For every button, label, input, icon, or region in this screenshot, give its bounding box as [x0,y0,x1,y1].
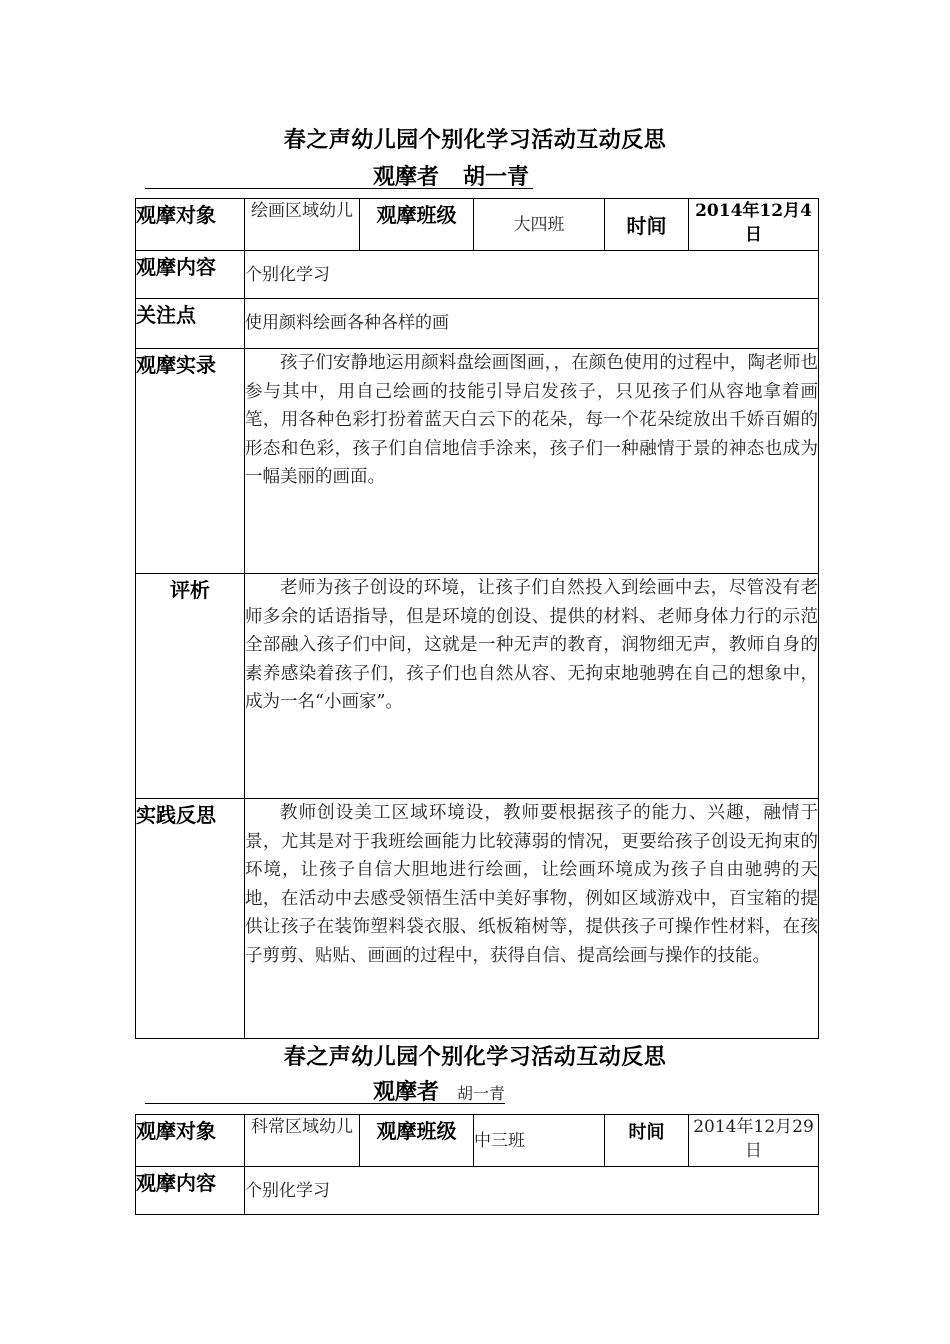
focus-label: 关注点 [136,299,245,349]
object-label-2: 观摩对象 [136,1115,245,1167]
object-value: 绘画区域幼儿 [245,199,360,251]
record-label: 观摩实录 [136,349,245,574]
time-label-2: 时间 [605,1115,689,1167]
observer-name: 胡一青 [463,164,530,190]
class-label-2: 观摩班级 [360,1115,474,1167]
observation-table [135,198,819,1039]
observer-line-2 [145,1075,505,1104]
table-row [136,299,819,349]
time-value: 2014年12月4日 [689,199,819,251]
content-value-2: 个别化学习 [245,1167,819,1215]
record-text: 孩子们安静地运用颜料盘绘画图画，，在颜色使用的过程中，陶老师也参与其中，用自己绘画的技能引导启发孩子，只见孩子们从容地拿着画笔，用各种色彩打扮着蓝天白云下的花朵，每一个花朵绽放出千娇百媚的形态和色彩，孩子们自信地信手涂来，孩子们一种融情于景的神态也成为一幅美丽的画面。 [245,349,819,574]
class-value-2: 中三班 [474,1115,605,1167]
time-label: 时间 [605,199,689,251]
document-title-2: 春之声幼儿园个别化学习活动互动反思 [283,1044,667,1070]
table-row [136,574,819,799]
observation-table-2 [135,1114,819,1215]
class-label: 观摩班级 [360,199,474,251]
reflection-text: 教师创设美工区域环境设，教师要根据孩子的能力、兴趣，融情于景，尤其是对于我班绘画能力比较薄弱的情况，更要给孩子创设无拘束的环境，让孩子自信大胆地进行绘画，让绘画环境成为孩子自由驰骋的天地，在活动中去感受领悟生活中美好事物，例如区域游戏中，百宝箱的提供让孩子在装饰塑料袋衣服、纸板箱树等，提供孩子可操作性材料，在孩子剪剪、贴贴、画画的过程中，获得自信、提高绘画与操作的技能。 [245,799,819,1039]
analysis-text: 老师为孩子创设的环境，让孩子们自然投入到绘画中去，尽管没有老师多余的话语指导，但是环境的创设、提供的材料、老师身体力行的示范全部融入孩子们中间，这就是一种无声的教育，润物细无声，教师自身的素养感染着孩子们，孩子们也自然从容、无拘束地驰骋在自己的想象中，成为一名“小画家”。 [245,574,819,799]
observer-label: 观摩者 [373,164,440,190]
table-row [136,1167,819,1215]
object-value-2: 科常区域幼儿 [245,1115,360,1167]
content-label: 观摩内容 [136,251,245,299]
table-row [136,349,819,574]
reflection-label: 实践反思 [136,799,245,1039]
time-value-2: 2014年12月29日 [689,1115,819,1167]
content-value: 个别化学习 [245,251,819,299]
observer-line [145,160,533,189]
class-value: 大四班 [474,199,605,251]
table-row [136,199,819,251]
document-title: 春之声幼儿园个别化学习活动互动反思 [283,127,667,153]
analysis-label: 评析 [136,574,245,799]
observer-label-2: 观摩者 [373,1079,440,1105]
table-row [136,1115,819,1167]
observer-name-2: 胡一青 [457,1084,506,1103]
object-label: 观摩对象 [136,199,245,251]
focus-value: 使用颜料绘画各种各样的画 [245,299,819,349]
table-row [136,799,819,1039]
content-label-2: 观摩内容 [136,1167,245,1215]
table-row [136,251,819,299]
